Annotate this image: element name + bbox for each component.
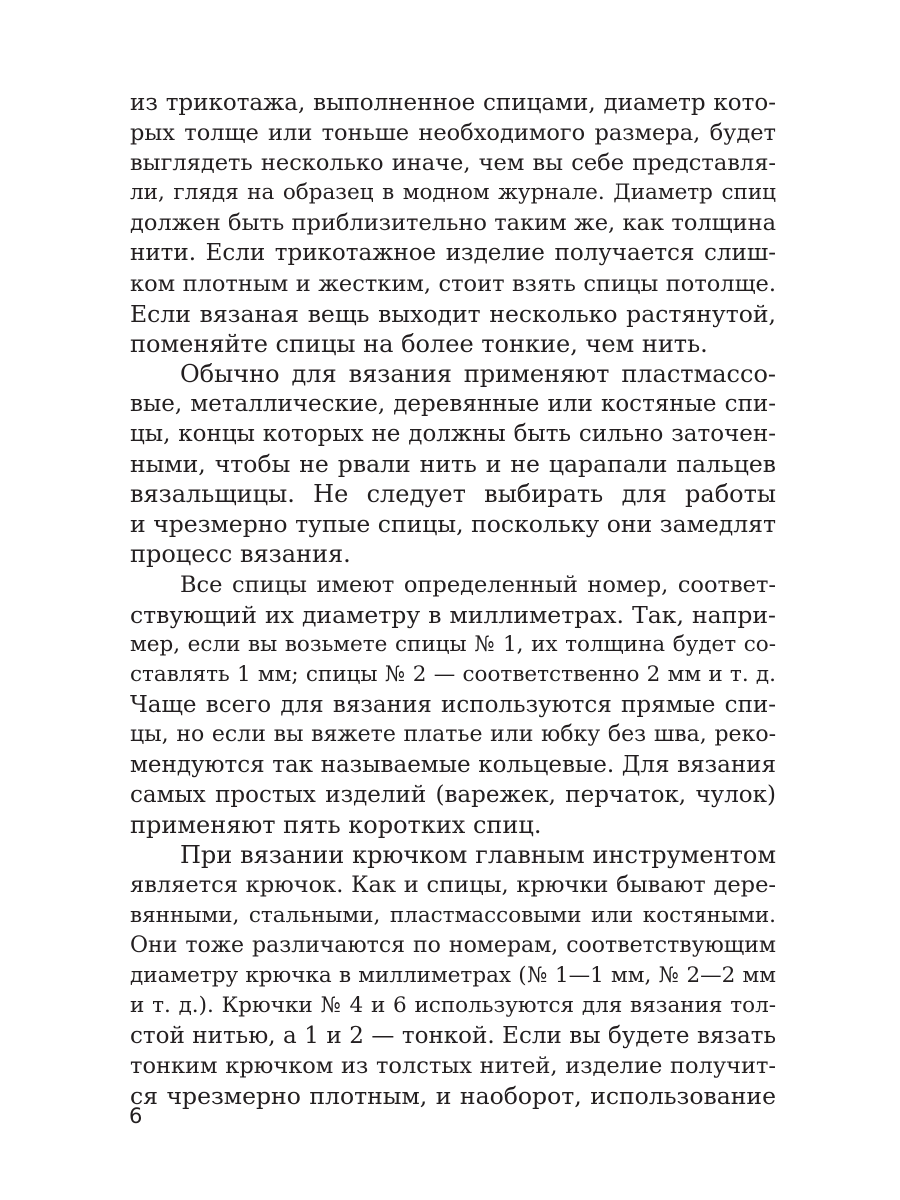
text-line: из трикотажа, выполненное спицами, диаметр кото- — [130, 90, 776, 116]
text-line: и т. д.). Крючки № 4 и 6 используются для вязания тол- — [130, 992, 776, 1018]
text-line: Обычно для вязания применяют пластмассо- — [180, 359, 776, 388]
paragraph-4 — [130, 840, 776, 1111]
text-line: ными, чтобы не рвали нить и не царапали пальцев — [130, 450, 776, 479]
text-line: рых толще или тоньше необходимого размера, будет — [130, 120, 776, 147]
paragraph-2 — [130, 359, 776, 570]
text-line: ком плотным и жестким, стоит взять спицы потолще. — [130, 270, 776, 297]
text-line: вязальщицы. Не следует выбирать для работы — [130, 480, 776, 509]
page-number: 6 — [129, 1104, 143, 1128]
text-line: Они тоже различаются по номерам, соответствующим — [130, 932, 776, 958]
paragraph-3 — [130, 570, 776, 841]
text-line: Чаще всего для вязания используются прямые спи- — [130, 691, 776, 718]
text-line: должен быть приблизительно таким же, как толщина — [130, 210, 776, 237]
text-line: мендуются так называемые кольцевые. Для вязания — [130, 752, 776, 779]
text-line: мер, если вы возьмете спицы № 1, их толщина будет со- — [130, 631, 776, 657]
text-line: тонким крючком из толстых нитей, изделие получит- — [130, 1053, 776, 1079]
text-line: самых простых изделий (варежек, перчаток, чулок) — [130, 782, 776, 809]
text-line: поменяйте спицы на более тонкие, чем нить. — [130, 329, 708, 358]
text-line: ся чрезмерно плотным, и наоборот, использование — [130, 1082, 776, 1111]
text-line: вянными, стальными, пластмассовыми или костяными. — [130, 902, 776, 928]
text-line: является крючок. Как и спицы, крючки бывают дере- — [130, 872, 776, 899]
text-line: ставлять 1 мм; спицы № 2 — соответственно 2 мм и т. д. — [130, 661, 776, 687]
text-line: нити. Если трикотажное изделие получается слиш- — [130, 240, 776, 267]
text-line: диаметру крючка в миллиметрах (№ 1—1 мм, № 2—2 мм — [130, 962, 776, 988]
text-line: Если вязаная вещь выходит несколько растянутой, — [130, 299, 776, 328]
text-line: применяют пять коротких спиц. — [130, 811, 542, 840]
text-line: Все спицы имеют определенный номер, соответ- — [180, 571, 776, 598]
text-line: цы, концы которых не должны быть сильно заточен- — [130, 421, 776, 448]
text-line: процесс вязания. — [130, 540, 351, 569]
text-line: и чрезмерно тупые спицы, поскольку они замедлят — [130, 510, 776, 539]
text-line: выглядеть несколько иначе, чем вы себе представля- — [130, 150, 776, 177]
text-line: ствующий их диаметру в миллиметрах. Так, напри- — [130, 600, 776, 629]
paragraph-1 — [130, 88, 776, 359]
text-line: ли, глядя на образец в модном журнале. Диаметр спиц — [130, 180, 776, 206]
text-line: вые, металлические, деревянные или костяные спи- — [130, 390, 776, 417]
text-line: стой нитью, а 1 и 2 — тонкой. Если вы будете вязать — [130, 1022, 776, 1049]
text-line: цы, но если вы вяжете платье или юбку без шва, реко- — [130, 721, 776, 747]
page-body — [130, 88, 776, 1111]
text-line: При вязании крючком главным инструментом — [180, 841, 776, 870]
